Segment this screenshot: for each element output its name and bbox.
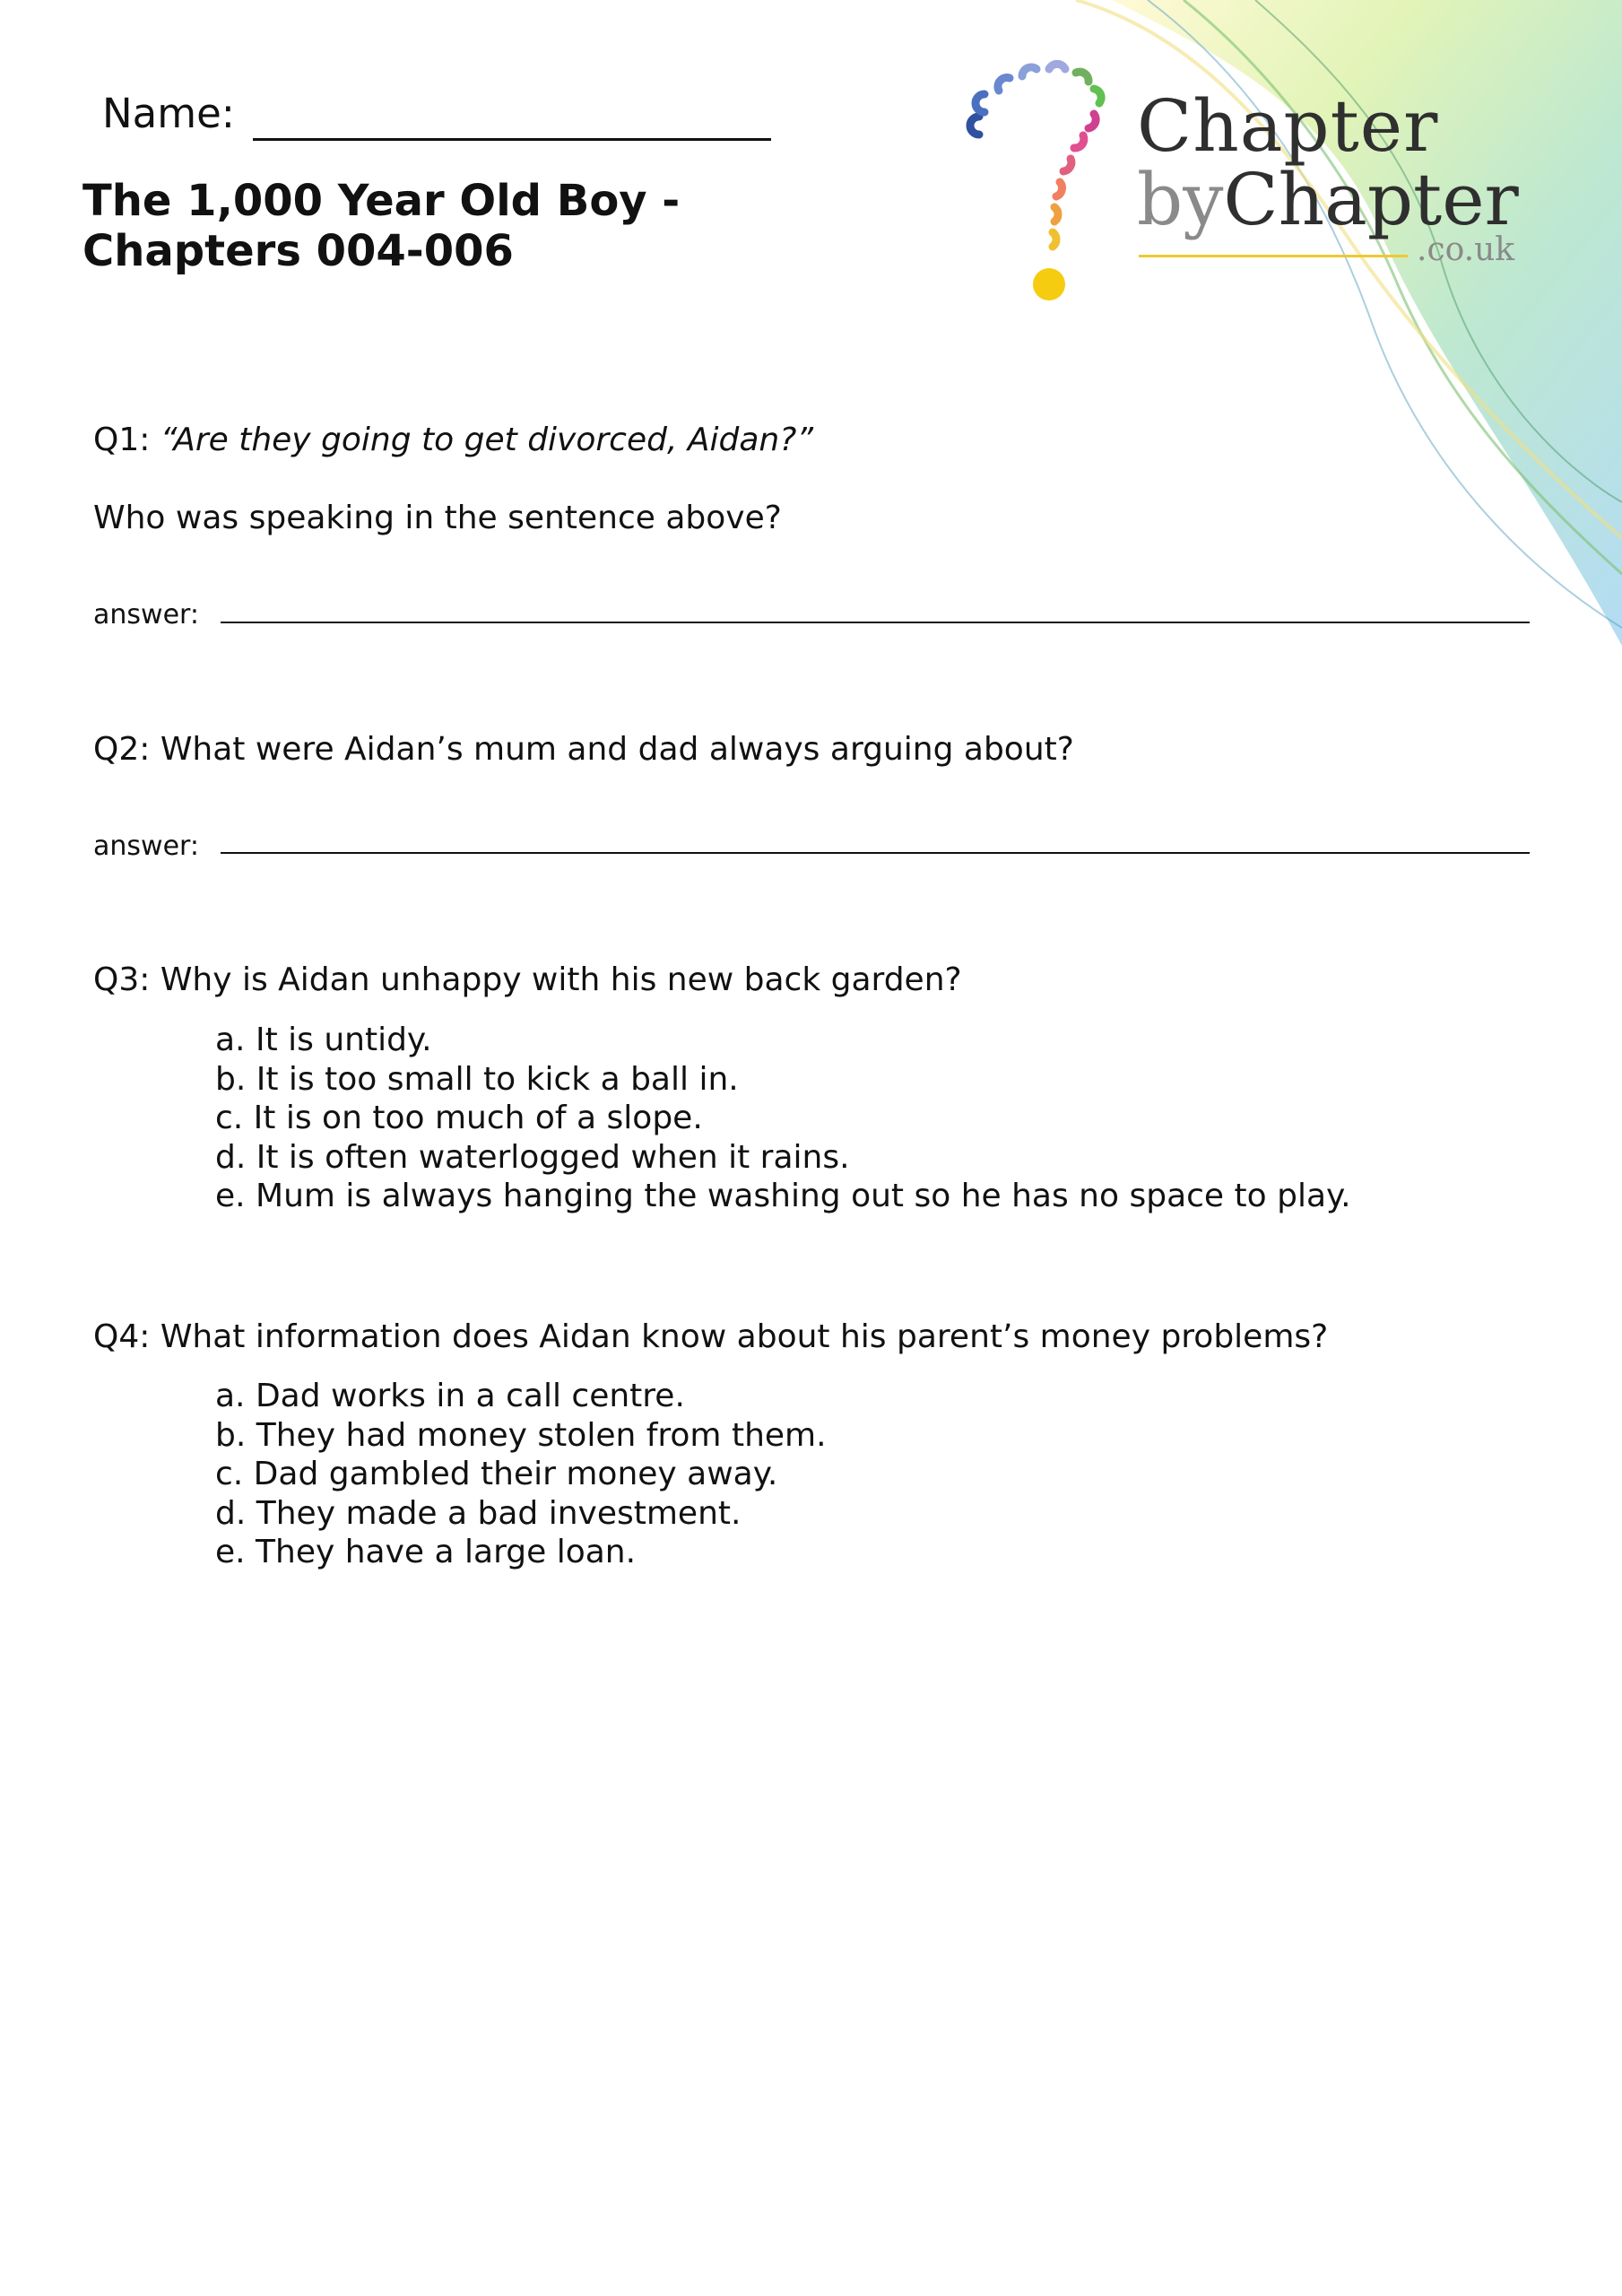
question-1-prompt: Who was speaking in the sentence above? — [93, 500, 782, 536]
answer-label-1: answer: — [93, 599, 199, 631]
question-1-quote-text: “Are they going to get divorced, Aidan?” — [160, 422, 813, 458]
question-3-option-c[interactable]: c. It is on too much of a slope. — [215, 1100, 703, 1136]
title-line-2: Chapters 004-006 — [82, 226, 514, 276]
logo-word-chapter: Chapter — [1137, 84, 1439, 168]
answer-line-1[interactable] — [221, 622, 1530, 623]
question-3-option-a[interactable]: a. It is untidy. — [215, 1022, 432, 1058]
title-line-1: The 1,000 Year Old Boy - — [82, 176, 681, 226]
question-4-option-e[interactable]: e. They have a large loan. — [215, 1534, 637, 1570]
question-1-label: Q1: — [93, 422, 151, 458]
question-3: Q3: Why is Aidan unhappy with his new back garden? — [93, 961, 962, 998]
logo-word-by: by — [1137, 158, 1224, 241]
logo-underline — [1139, 255, 1408, 257]
question-4-option-a[interactable]: a. Dad works in a call centre. — [215, 1378, 685, 1414]
question-3-option-b[interactable]: b. It is too small to kick a ball in. — [215, 1060, 739, 1098]
logo-domain: .co.uk — [1417, 231, 1515, 268]
answer-line-2[interactable] — [221, 852, 1530, 854]
question-3-option-d[interactable]: d. It is often waterlogged when it rains. — [215, 1138, 850, 1176]
question-4-option-c[interactable]: c. Dad gambled their money away. — [215, 1456, 778, 1492]
question-1-quote — [93, 422, 813, 458]
name-field-line[interactable] — [253, 138, 771, 141]
name-label: Name: — [102, 90, 235, 137]
logo-word-chapter-2: Chapter — [1223, 158, 1519, 241]
question-3-options — [215, 1021, 1351, 1216]
question-4-option-b[interactable]: b. They had money stolen from them. — [215, 1416, 827, 1454]
answer-label-2: answer: — [93, 831, 199, 862]
question-2: Q2: What were Aidan’s mum and dad always arguing about? — [93, 731, 1074, 768]
question-4-options — [215, 1377, 827, 1572]
worksheet-title — [82, 176, 680, 276]
question-4: Q4: What information does Aidan know about his parent’s money problems? — [93, 1318, 1329, 1355]
question-4-option-d[interactable]: d. They made a bad investment. — [215, 1494, 742, 1532]
question-3-option-e[interactable]: e. Mum is always hanging the washing out so he has no space to play. — [215, 1178, 1351, 1214]
logo-word-bychapter — [1137, 158, 1519, 241]
